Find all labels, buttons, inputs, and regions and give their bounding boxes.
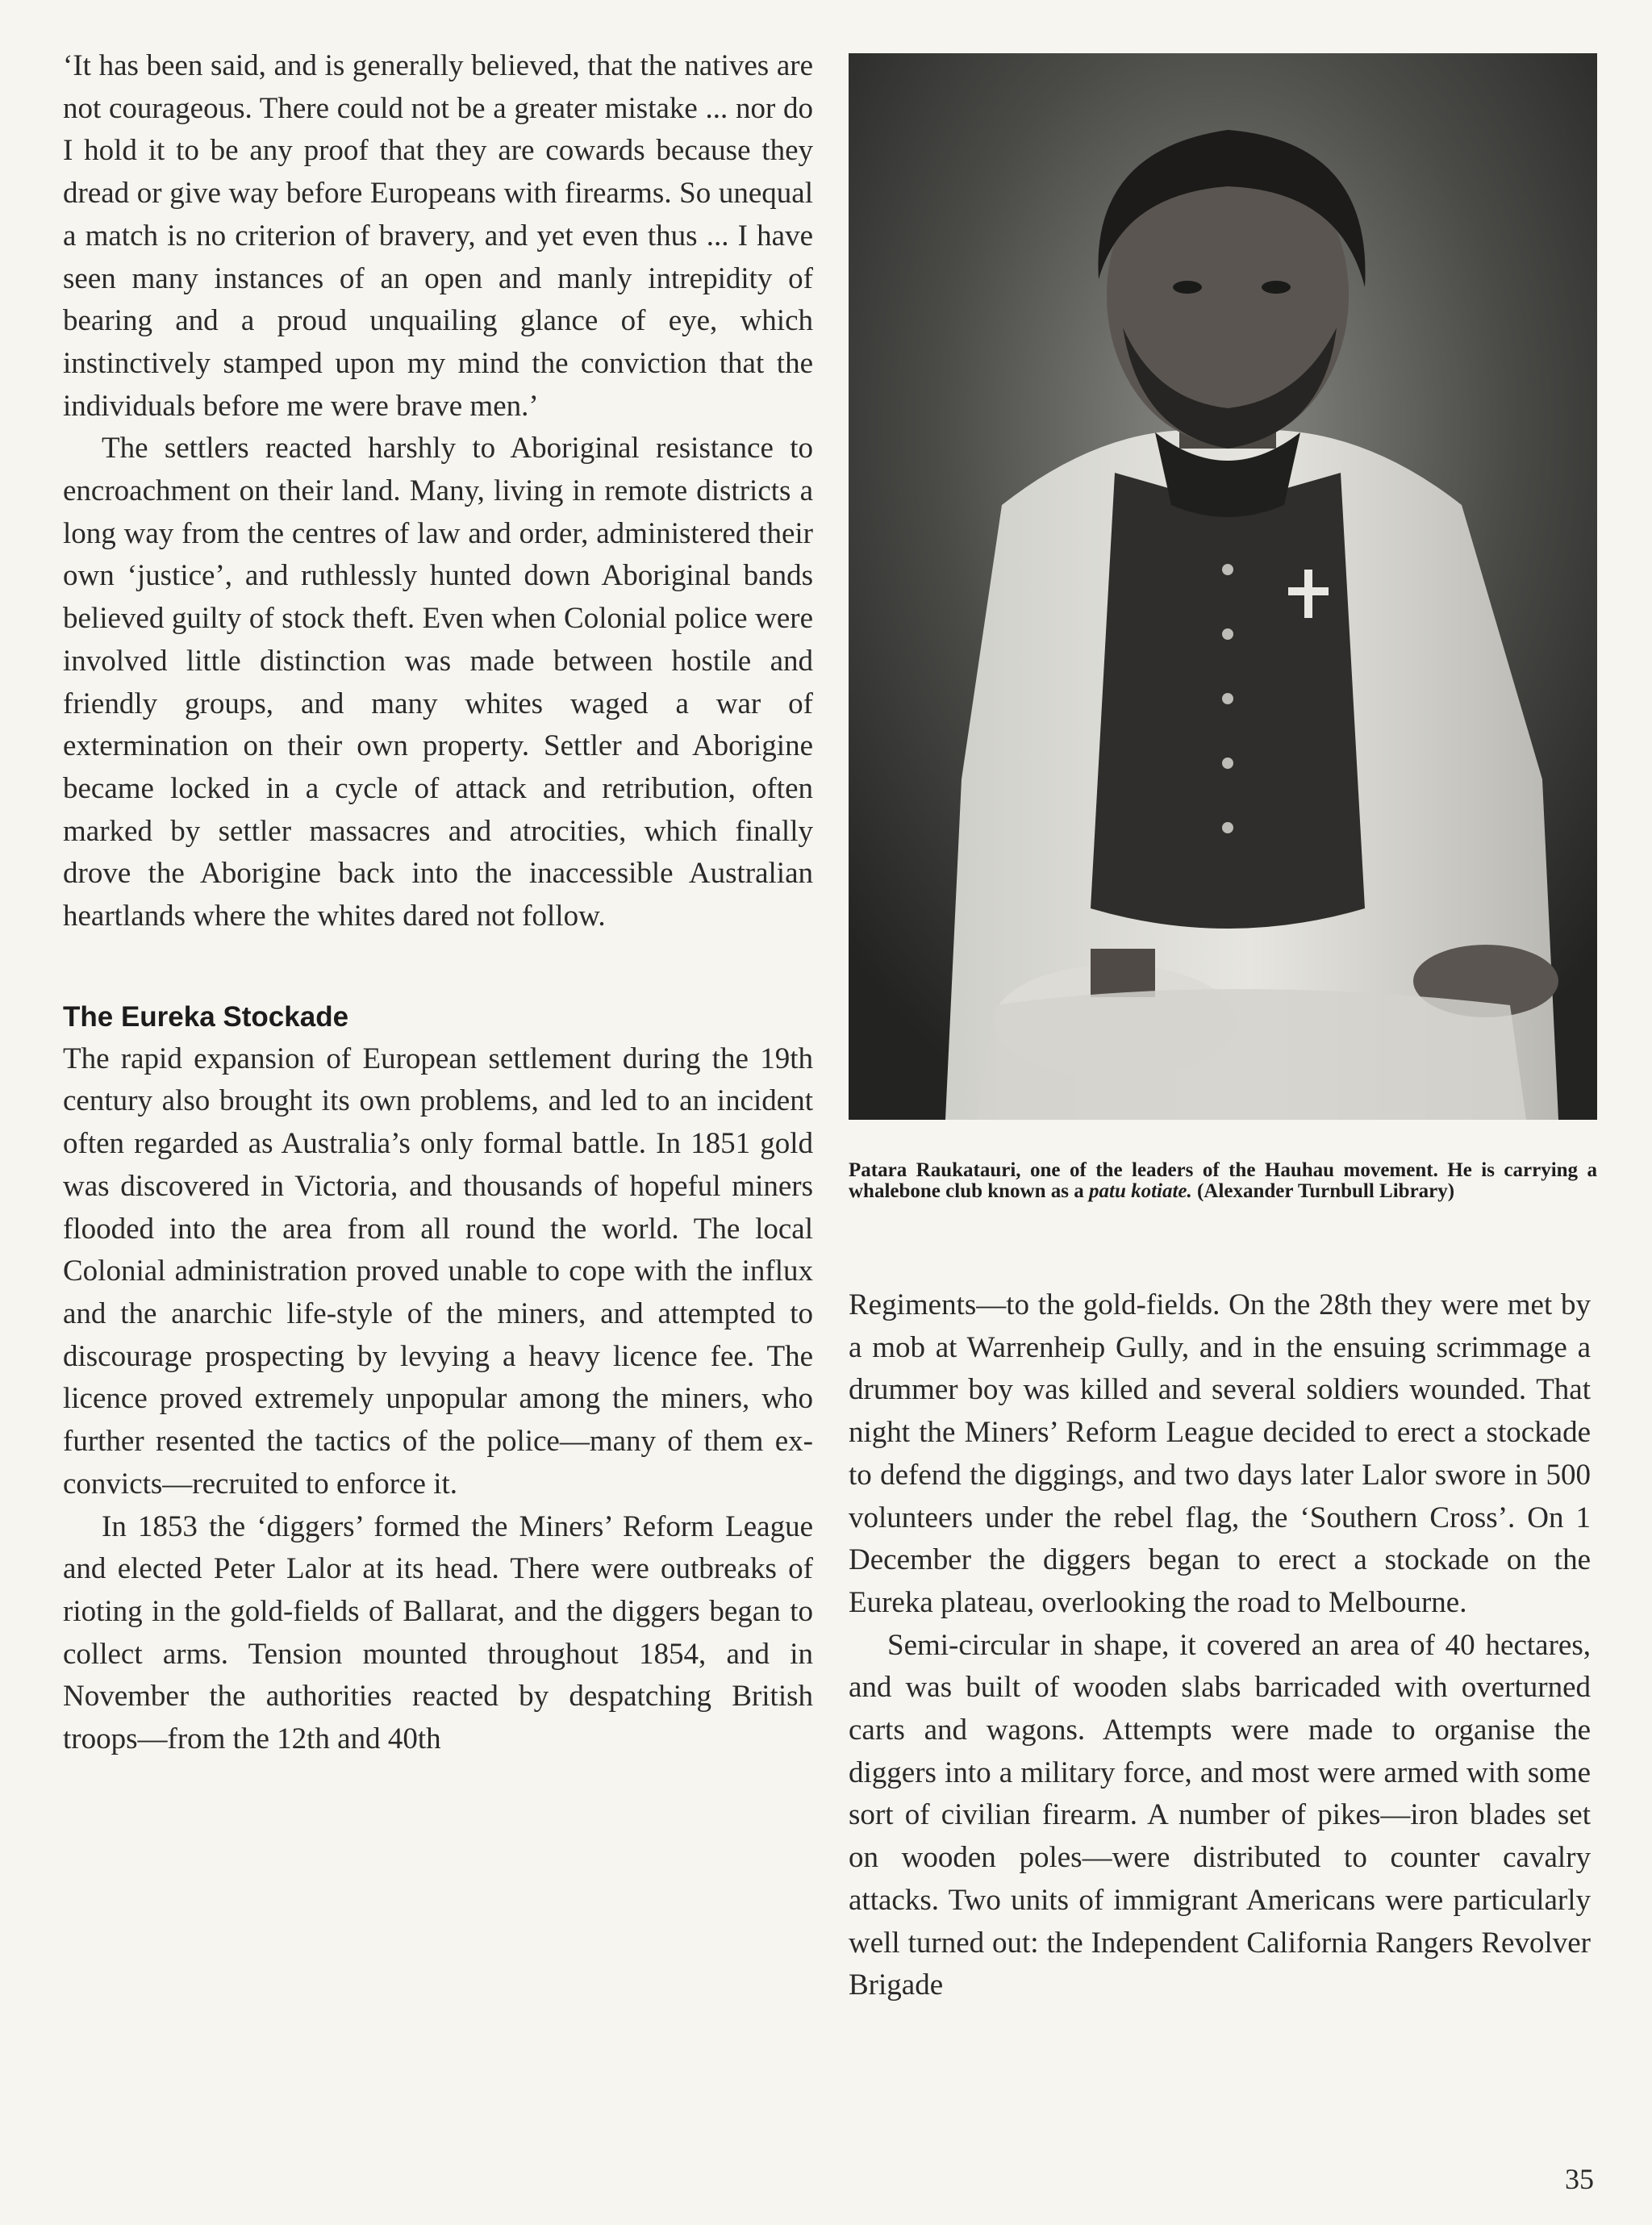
right-column [849,1284,1591,2007]
photo-caption [849,1160,1597,1202]
section-heading: The Eureka Stockade [63,1000,349,1033]
left-column [63,45,813,1761]
page-number: 35 [1565,2163,1594,2195]
caption-main: Patara Raukatauri, one of the leaders of the Hauhau movement. He is carrying a whalebone club known as a [849,1159,1597,1202]
expansion-paragraph: The rapid expansion of European settlement during the 19th century also brought its own problems, and led to an incident often regarded as Australia’s only formal battle. In 1851 gold was discovered in Victoria, and thousands of hopeful miners flooded into the area from all round the world. The local Colonial administration proved unable to cope with the influx and the anarchic life-style of the miners, and attempted to discourage prospecting by levying a heavy licence fee. The licence proved extremely unpopular among the miners, who further resented the tactics of the police—many of them ex-convicts—recruited to enforce it. [63,1042,813,1501]
semicircular-paragraph: Semi-circular in shape, it covered an area of 40 hectares, and was built of wooden slabs barricaded with overturned carts and wagons. Attempts were made to organise the diggers into a military force, and most were armed with some sort of civilian firearm. A number of pikes—iron blades set on wooden poles—were distributed to counter cavalry attacks. Two units of immigrant Americans were particularly well turned out: the Independent California Rangers Revolver Brigade [849,1628,1591,2002]
portrait-illustration [849,53,1597,1120]
caption-italic-term: patu kotiate. [1089,1180,1192,1202]
settlers-paragraph: The settlers reacted harshly to Aboriginal resistance to encroachment on their land. Many, living in remote districts a long way from the centres of law and order, administered their own ‘justice’, and ruthlessly hunted down Aboriginal bands believed guilty of stock theft. Even when Colonial police were involved little distinction was made between hostile and friendly groups, and many whites waged a war of extermination on their own property. Settler and Aborigine became locked in a cycle of attack and retribution, often marked by settler massacres and atrocities, which finally drove the Aborigine back into the inaccessible Australian heartlands where the whites dared not follow. [63,432,813,933]
caption-source: (Alexander Turnbull Library) [1191,1180,1455,1202]
portrait-photo [849,53,1597,1120]
league-paragraph: In 1853 the ‘diggers’ formed the Miners’ Reform League and elected Peter Lalor at its head. There were outbreaks of rioting in the gold-fields of Ballarat, and the diggers began to collect arms. Tension mounted throughout 1854, and in November the authorities reacted by despatching British troops—from the 12th and 40th [63,1509,813,1756]
quote-paragraph: ‘It has been said, and is generally believed, that the natives are not courageous. There could not be a greater mistake ... nor do I hold it to be any proof that they are cowards because they dread or give way before Europeans with firearms. So unequal a match is no criterion of bravery, and yet even thus ... I have seen many instances of an open and manly intrepidity of bearing and a proud unquailing glance of eye, which instinctively stamped upon my mind the conviction that the individuals before me were brave men.’ [63,49,813,423]
regiments-paragraph: Regiments—to the gold-fields. On the 28th they were met by a mob at Warrenheip Gully, and in the ensuing scrimmage a drummer boy was killed and several soldiers wounded. That night the Miners’ Reform League decided to erect a stockade to defend the diggings, and two days later Lalor swore in 500 volunteers under the rebel flag, the ‘Southern Cross’. On 1 December the diggers began to erect a stockade on the Eureka plateau, overlooking the road to Melbourne. [849,1288,1591,1619]
